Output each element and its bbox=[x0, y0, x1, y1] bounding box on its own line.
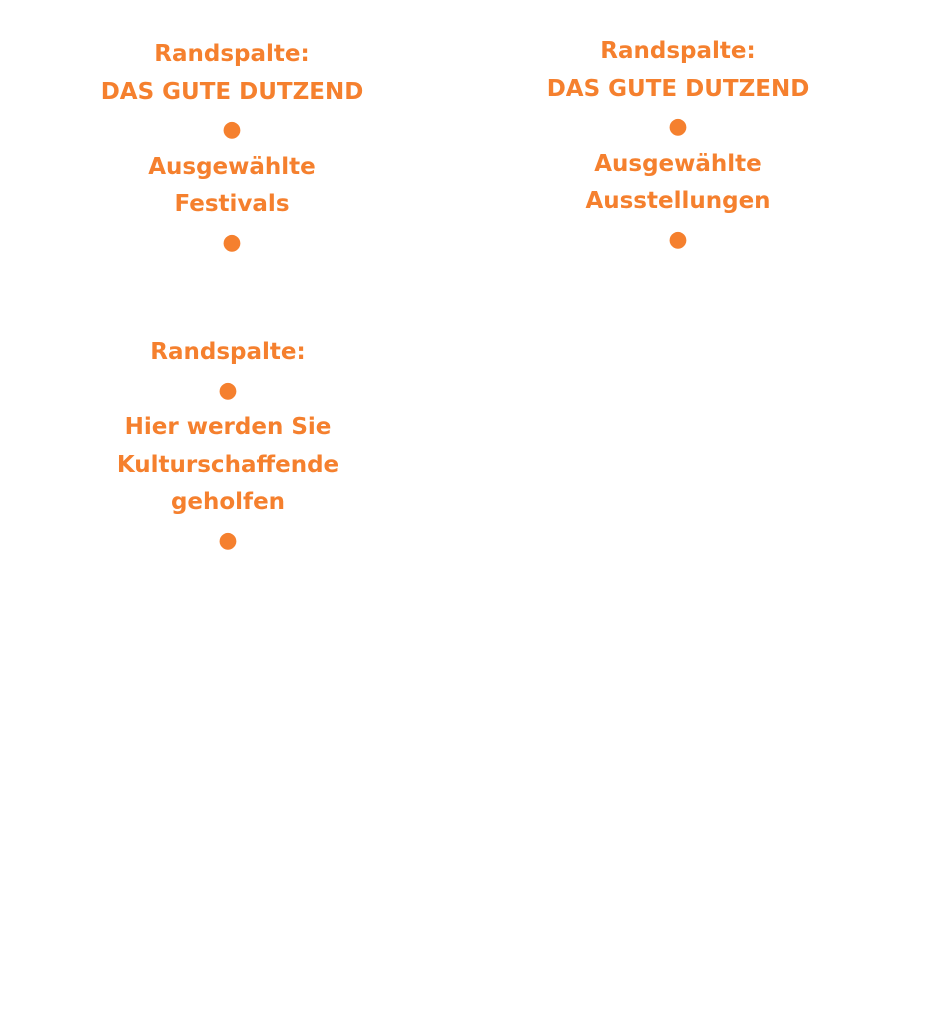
block-title-line: Ausstellungen bbox=[585, 188, 771, 214]
block-heading: Randspalte: bbox=[150, 339, 306, 365]
block-subheading: DAS GUTE DUTZEND bbox=[546, 75, 810, 102]
festivals-block[interactable] bbox=[82, 36, 382, 261]
bullet-icon: ● bbox=[222, 229, 242, 255]
ausstellungen-block[interactable] bbox=[528, 33, 828, 258]
block-subheading: DAS GUTE DUTZEND bbox=[100, 78, 364, 105]
block-title-line: Hier werden Sie bbox=[124, 414, 332, 440]
bullet-icon: ● bbox=[218, 527, 238, 553]
block-heading: Randspalte: bbox=[154, 41, 310, 67]
bullet-icon: ● bbox=[222, 117, 242, 142]
block-title-line: Kulturschaffende bbox=[116, 451, 340, 478]
block-title-line: Ausgewählte bbox=[594, 150, 762, 177]
kulturschaffende-block[interactable] bbox=[78, 334, 378, 559]
block-title-line: geholfen bbox=[170, 489, 286, 515]
bullet-icon: ● bbox=[218, 377, 238, 403]
block-title-line: Festivals bbox=[174, 191, 290, 217]
block-title-line: Ausgewählte bbox=[148, 153, 316, 180]
bullet-icon: ● bbox=[668, 114, 688, 139]
block-heading: Randspalte: bbox=[600, 38, 756, 64]
bullet-icon: ● bbox=[668, 226, 688, 252]
